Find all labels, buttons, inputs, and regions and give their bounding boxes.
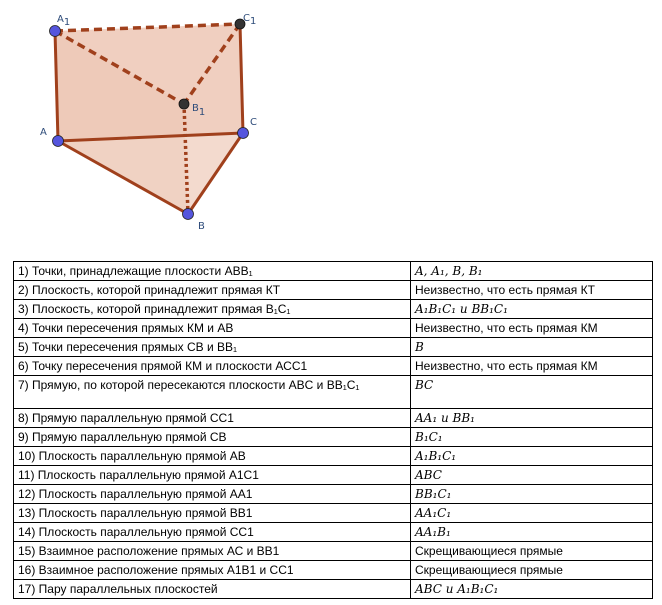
question-cell: 17) Пару параллельных плоскостей xyxy=(14,580,411,599)
answer-cell: B xyxy=(411,338,653,357)
question-cell: 6) Точку пересечения прямой КМ и плоскости АСС1 xyxy=(14,357,411,376)
point-b1 xyxy=(179,99,189,109)
answer-cell: A₁B₁C₁ и BB₁C₁ xyxy=(411,300,653,319)
question-cell: 13) Плоскость параллельную прямой ВВ1 xyxy=(14,504,411,523)
answer-cell: BC xyxy=(411,376,653,409)
answer-cell: AA₁B₁ xyxy=(411,523,653,542)
label-b1: B1 xyxy=(192,103,206,118)
answer-cell: Скрещивающиеся прямые xyxy=(411,561,653,580)
answer-cell: Неизвестно, что есть прямая КТ xyxy=(411,281,653,300)
question-cell: 11) Плоскость параллельную прямой А1С1 xyxy=(14,466,411,485)
qa-table xyxy=(13,261,653,599)
table-row xyxy=(14,376,653,409)
label-c1: C1 xyxy=(243,13,257,27)
question-cell: 12) Плоскость параллельную прямой АА1 xyxy=(14,485,411,504)
label-a1: A1 xyxy=(57,14,71,28)
question-cell: 8) Прямую параллельную прямой СС1 xyxy=(14,409,411,428)
table-row xyxy=(14,447,653,466)
question-cell: 15) Взаимное расположение прямых АС и ВВ1 xyxy=(14,542,411,561)
table-row xyxy=(14,580,653,599)
answer-cell: Скрещивающиеся прямые xyxy=(411,542,653,561)
label-c: C xyxy=(250,117,257,128)
table-row xyxy=(14,319,653,338)
table-row xyxy=(14,409,653,428)
label-b: B xyxy=(198,221,205,232)
question-cell: 5) Точки пересечения прямых CB и BB₁ xyxy=(14,338,411,357)
table-row xyxy=(14,466,653,485)
point-b xyxy=(183,209,194,220)
point-a1 xyxy=(50,26,61,37)
question-cell: 1) Точки, принадлежащие плоскости ABB₁ xyxy=(14,262,411,281)
answer-cell: A₁B₁C₁ xyxy=(411,447,653,466)
question-cell: 7) Прямую, по которой пересекаются плоскости ABC и BB₁C₁ xyxy=(14,376,411,409)
answer-cell: ABC и A₁B₁C₁ xyxy=(411,580,653,599)
label-a: A xyxy=(40,127,47,138)
answer-cell: BB₁C₁ xyxy=(411,485,653,504)
table-row xyxy=(14,281,653,300)
table-row xyxy=(14,428,653,447)
answer-cell: A, A₁, B, B₁ xyxy=(411,262,653,281)
answer-cell: Неизвестно, что есть прямая КМ xyxy=(411,319,653,338)
point-a xyxy=(53,136,64,147)
prism-figure xyxy=(0,0,662,240)
table-row xyxy=(14,542,653,561)
table-row xyxy=(14,523,653,542)
answer-cell: AA₁C₁ xyxy=(411,504,653,523)
answer-cell: ABC xyxy=(411,466,653,485)
answer-cell: B₁C₁ xyxy=(411,428,653,447)
table-row xyxy=(14,262,653,281)
answer-cell: Неизвестно, что есть прямая КМ xyxy=(411,357,653,376)
table-row xyxy=(14,504,653,523)
table-row xyxy=(14,485,653,504)
question-cell: 16) Взаимное расположение прямых А1В1 и СС1 xyxy=(14,561,411,580)
question-cell: 9) Прямую параллельную прямой CB xyxy=(14,428,411,447)
question-cell: 4) Точки пересечения прямых КМ и АВ xyxy=(14,319,411,338)
question-cell: 14) Плоскость параллельную прямой СС1 xyxy=(14,523,411,542)
table-row xyxy=(14,357,653,376)
table-row xyxy=(14,300,653,319)
question-cell: 3) Плоскость, которой принадлежит прямая B₁C₁ xyxy=(14,300,411,319)
question-cell: 10) Плоскость параллельную прямой АВ xyxy=(14,447,411,466)
answer-cell: AA₁ и BB₁ xyxy=(411,409,653,428)
table-row xyxy=(14,561,653,580)
table-row xyxy=(14,338,653,357)
question-cell: 2) Плоскость, которой принадлежит прямая КТ xyxy=(14,281,411,300)
point-c xyxy=(238,128,249,139)
